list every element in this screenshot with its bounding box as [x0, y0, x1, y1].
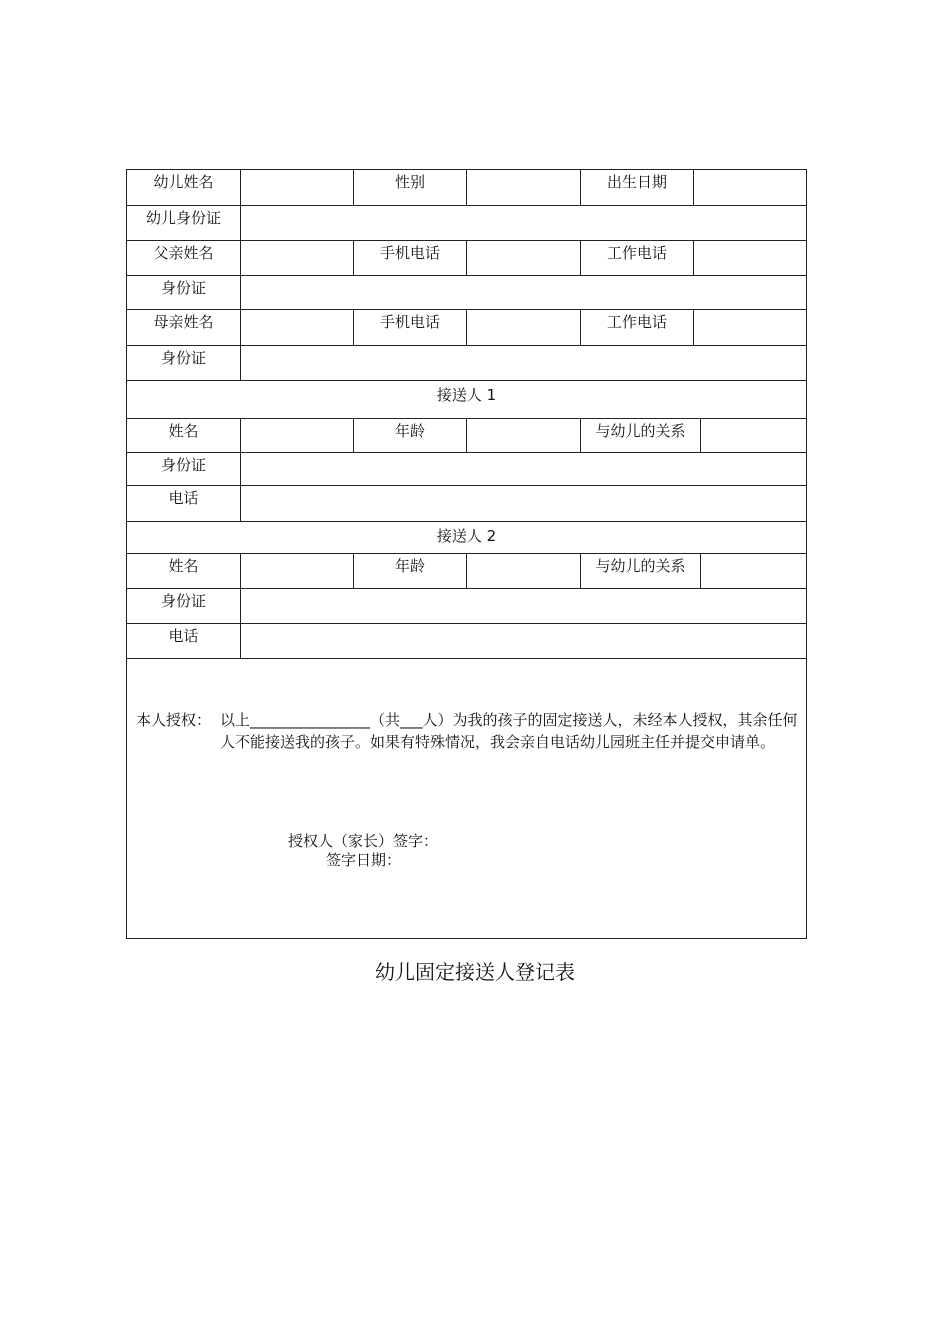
- authorization-statement: 以上________________（共___人）为我的孩子的固定接送人，未经本人授权，其余任何人不能接送我的孩子。如果有特殊情况，我会亲自电话幼儿园班主任并提交申请单。: [220, 711, 798, 751]
- pickup2-age-label: 年龄: [354, 554, 467, 588]
- father-mobile-field[interactable]: [467, 241, 581, 275]
- pickup2-info-row: [127, 554, 806, 589]
- pickup1-header: 接送人 1: [436, 386, 497, 404]
- father-id-field[interactable]: [241, 276, 806, 309]
- pickup2-header-row: [127, 522, 806, 554]
- pickup1-relation-label: 与幼儿的关系: [581, 419, 701, 452]
- pickup1-id-row: [127, 453, 806, 486]
- pickup1-phone-field[interactable]: [241, 486, 806, 521]
- pickup2-relation-field[interactable]: [701, 554, 806, 588]
- child-birth-date-field[interactable]: [694, 170, 806, 205]
- mother-info-row: [127, 310, 806, 346]
- document-title: 幼儿固定接送人登记表: [375, 960, 575, 984]
- mother-name-label: 母亲姓名: [127, 310, 241, 345]
- child-id-label: 幼儿身份证: [127, 206, 241, 240]
- father-id-row: [127, 276, 806, 310]
- child-name-label: 幼儿姓名: [127, 170, 241, 205]
- pickup2-id-field[interactable]: [241, 589, 806, 623]
- pickup2-id-row: [127, 589, 806, 624]
- authorization-section: [127, 659, 806, 939]
- father-info-row: [127, 241, 806, 276]
- father-mobile-label: 手机电话: [354, 241, 467, 275]
- pickup1-relation-field[interactable]: [701, 419, 806, 452]
- registration-form-table: [126, 169, 807, 939]
- father-name-field[interactable]: [241, 241, 354, 275]
- father-work-phone-label: 工作电话: [581, 241, 694, 275]
- pickup1-age-field[interactable]: [467, 419, 581, 452]
- pickup2-phone-label: 电话: [127, 624, 241, 658]
- pickup2-phone-field[interactable]: [241, 624, 806, 658]
- guardian-signature-label[interactable]: 授权人（家长）签字：: [288, 832, 439, 850]
- child-name-field[interactable]: [241, 170, 354, 205]
- pickup1-id-field[interactable]: [241, 453, 806, 485]
- pickup2-id-label: 身份证: [127, 589, 241, 623]
- authorization-label: 本人授权：: [136, 711, 212, 729]
- father-id-label: 身份证: [127, 276, 241, 309]
- pickup1-info-row: [127, 419, 806, 453]
- mother-work-phone-label: 工作电话: [581, 310, 694, 345]
- mother-id-field[interactable]: [241, 346, 806, 380]
- pickup2-relation-label: 与幼儿的关系: [581, 554, 701, 588]
- child-gender-label: 性别: [354, 170, 467, 205]
- child-info-row: [127, 170, 806, 206]
- child-id-row: [127, 206, 806, 241]
- pickup1-phone-label: 电话: [127, 486, 241, 521]
- child-id-field[interactable]: [241, 206, 806, 240]
- father-work-phone-field[interactable]: [694, 241, 806, 275]
- pickup2-phone-row: [127, 624, 806, 659]
- pickup2-header: 接送人 2: [436, 527, 497, 545]
- pickup1-age-label: 年龄: [354, 419, 467, 452]
- pickup2-name-label: 姓名: [127, 554, 241, 588]
- mother-work-phone-field[interactable]: [694, 310, 806, 345]
- child-gender-field[interactable]: [467, 170, 581, 205]
- mother-mobile-field[interactable]: [467, 310, 581, 345]
- mother-id-row: [127, 346, 806, 381]
- mother-mobile-label: 手机电话: [354, 310, 467, 345]
- father-name-label: 父亲姓名: [127, 241, 241, 275]
- child-birth-date-label: 出生日期: [581, 170, 694, 205]
- signature-date-label[interactable]: 签字日期：: [326, 851, 402, 869]
- pickup2-name-field[interactable]: [241, 554, 354, 588]
- pickup1-header-row: [127, 381, 806, 419]
- pickup1-id-label: 身份证: [127, 453, 241, 485]
- pickup2-age-field[interactable]: [467, 554, 581, 588]
- pickup1-name-field[interactable]: [241, 419, 354, 452]
- mother-id-label: 身份证: [127, 346, 241, 380]
- mother-name-field[interactable]: [241, 310, 354, 345]
- pickup1-phone-row: [127, 486, 806, 522]
- pickup1-name-label: 姓名: [127, 419, 241, 452]
